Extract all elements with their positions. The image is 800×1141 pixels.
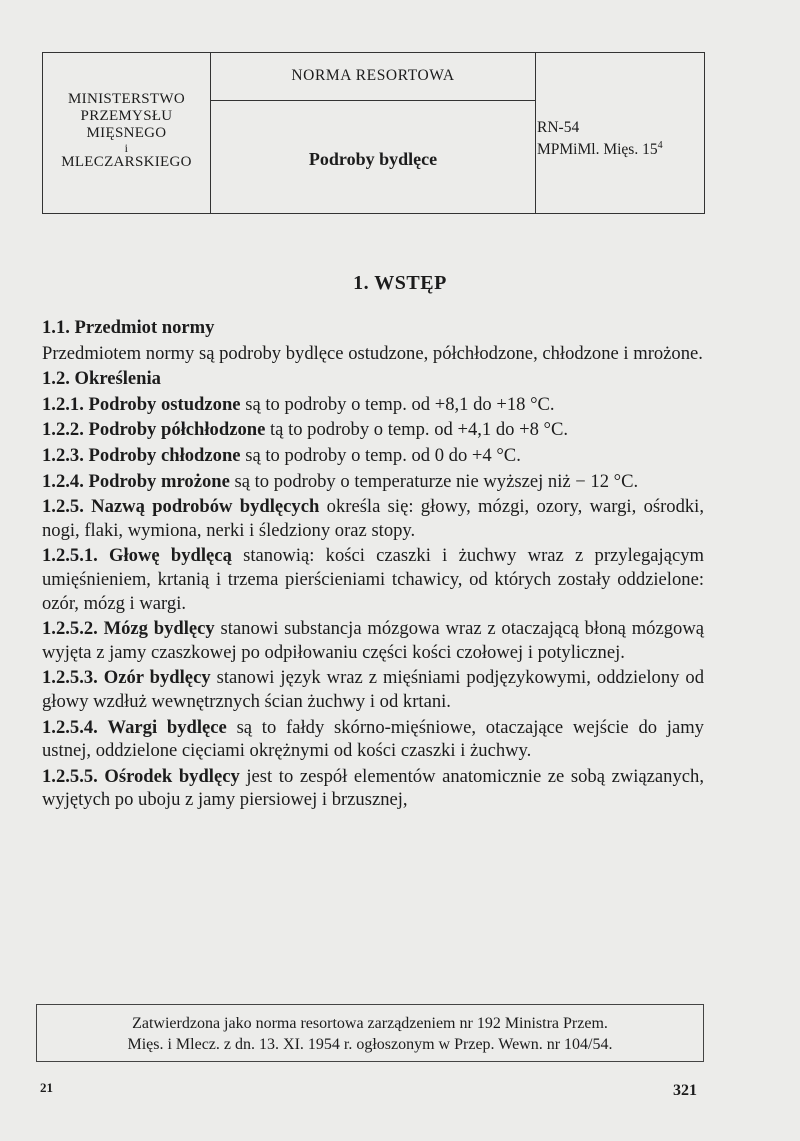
ministry-line: MINISTERSTWO	[68, 91, 185, 107]
ministry-line: MIĘSNEGO	[86, 125, 167, 141]
paragraph-term: Podroby mrożone	[88, 470, 230, 492]
paragraph-text: stanowi substancja mózgowa wraz z otaczającą błoną mózgową wyjęta z jamy czaszkowej po odpiłowaniu części kości czołowej i potylicznej.	[42, 618, 704, 663]
header-table	[42, 52, 705, 214]
paragraph-number: 1.2.5.1.	[42, 545, 98, 567]
paragraph-text: Przedmiotem normy są podroby bydlęce ostudzone, półchłodzone, chłodzone i mrożone.	[42, 342, 703, 364]
approval-line: Mięs. i Mlecz. z dn. 13. XI. 1954 r. ogłoszonym w Przep. Wewn. nr 104/54.	[127, 1036, 613, 1053]
paragraph-number: 1.2.5.5.	[42, 765, 98, 787]
paragraph	[42, 367, 704, 391]
ministry-line: PRZEMYSŁU	[80, 108, 173, 124]
paragraph-text: stanowią: kości czaszki i żuchwy wraz z przylegającym umięśnieniem, krtanią i trzema pierścieniami tchawicy, od których zostały oddzielone: ozór, mózg i wargi.	[42, 545, 704, 614]
paragraph-number: 1.1.	[42, 317, 70, 338]
title-cell	[211, 53, 536, 213]
paragraph	[42, 316, 704, 340]
paragraph-term: Określenia	[74, 368, 161, 390]
paragraph-term: Głowę bydlęcą	[109, 545, 232, 567]
norm-type: NORMA RESORTOWA	[291, 67, 455, 84]
norm-code-text: MPMiMl. Mięs. 15	[537, 141, 658, 159]
paragraph-term: Podroby chłodzone	[88, 444, 241, 466]
paragraph-number: 1.2.4.	[42, 470, 84, 492]
paragraph-term: Podroby półchłodzone	[88, 419, 266, 441]
ministry-name	[43, 91, 210, 171]
approval-line: Zatwierdzona jako norma resortowa zarządzeniem nr 192 Ministra Przem.	[132, 1015, 608, 1032]
document-title: Podroby bydlęce	[308, 149, 438, 169]
paragraph	[42, 393, 704, 417]
paragraph-number: 1.2.5.2.	[42, 618, 98, 640]
approval-note	[36, 1004, 704, 1062]
paragraph-text: określa się: głowy, mózgi, ozory, wargi, ośrodki, nogi, flaki, wymiona, nerki i śledziony oraz stopy.	[42, 496, 704, 541]
paragraph-text: są to podroby o temperaturze nie wyższej niż − 12 °C.	[234, 470, 639, 492]
paragraph-term: Ośrodek bydlęcy	[104, 765, 240, 787]
paragraph	[42, 666, 704, 713]
paragraph	[42, 444, 704, 468]
paragraph	[42, 765, 704, 812]
paragraph-number: 1.2.	[42, 368, 70, 390]
paragraph-term: Nazwą podrobów bydlęcych	[91, 496, 320, 518]
norm-type-cell	[211, 53, 535, 101]
paragraph-term: Podroby ostudzone	[88, 393, 241, 415]
ministry-cell	[43, 53, 211, 213]
paragraph	[42, 544, 704, 615]
paragraph-text: są to podroby o temp. od +8,1 do +18 °C.	[245, 393, 555, 415]
norm-code-line	[537, 137, 663, 159]
section-title: 1. WSTĘP	[353, 272, 447, 294]
paragraph	[42, 470, 704, 494]
paragraph-text: jest to zespół elementów anatomicznie ze sobą związanych, wyjętych po uboju z jamy piersiowej i brzusznej,	[42, 765, 704, 811]
paragraph-number: 1.2.5.3.	[42, 667, 98, 689]
ministry-line: i	[124, 141, 129, 155]
body-text	[42, 316, 704, 814]
paragraph	[42, 418, 704, 442]
ministry-line: MLECZARSKIEGO	[61, 154, 192, 170]
paragraph	[42, 495, 704, 542]
paragraph	[42, 342, 704, 366]
norm-code-line: RN-54	[537, 119, 580, 136]
paragraph-term: Przedmiot normy	[74, 317, 215, 338]
page-number: 321	[673, 1082, 697, 1099]
paragraph	[42, 716, 704, 763]
paragraph-number: 1.2.3.	[42, 444, 84, 466]
paragraph-text: są to podroby o temp. od 0 do +4 °C.	[245, 444, 521, 466]
norm-code	[537, 119, 663, 159]
paragraph-text: są to fałdy skórno-mięśniowe, otaczające wejście do jamy ustnej, oddzielone cięciami okrężnymi od kości czaszki i żuchwy.	[42, 716, 704, 762]
paragraph-number: 1.2.5.4.	[42, 716, 98, 738]
paragraph-number: 1.2.2.	[42, 419, 84, 441]
paragraph-term: Ozór bydlęcy	[103, 667, 211, 689]
paragraph-text: tą to podroby o temp. od +4,1 do +8 °C.	[270, 419, 568, 441]
paragraph-term: Mózg bydlęcy	[103, 618, 215, 640]
norm-code-sup: 4	[657, 140, 663, 151]
paragraph-term: Wargi bydlęce	[107, 716, 227, 738]
paragraph-number: 1.2.1.	[42, 393, 84, 415]
paragraph	[42, 617, 704, 664]
sheet-number: 21	[40, 1080, 53, 1095]
paragraph-number: 1.2.5.	[42, 496, 84, 518]
paragraph-text: stanowi język wraz z mięśniami podjęzykowymi, oddzielony od głowy wzdłuż wewnętrznych ścian żuchwy i od krtani.	[42, 667, 705, 712]
